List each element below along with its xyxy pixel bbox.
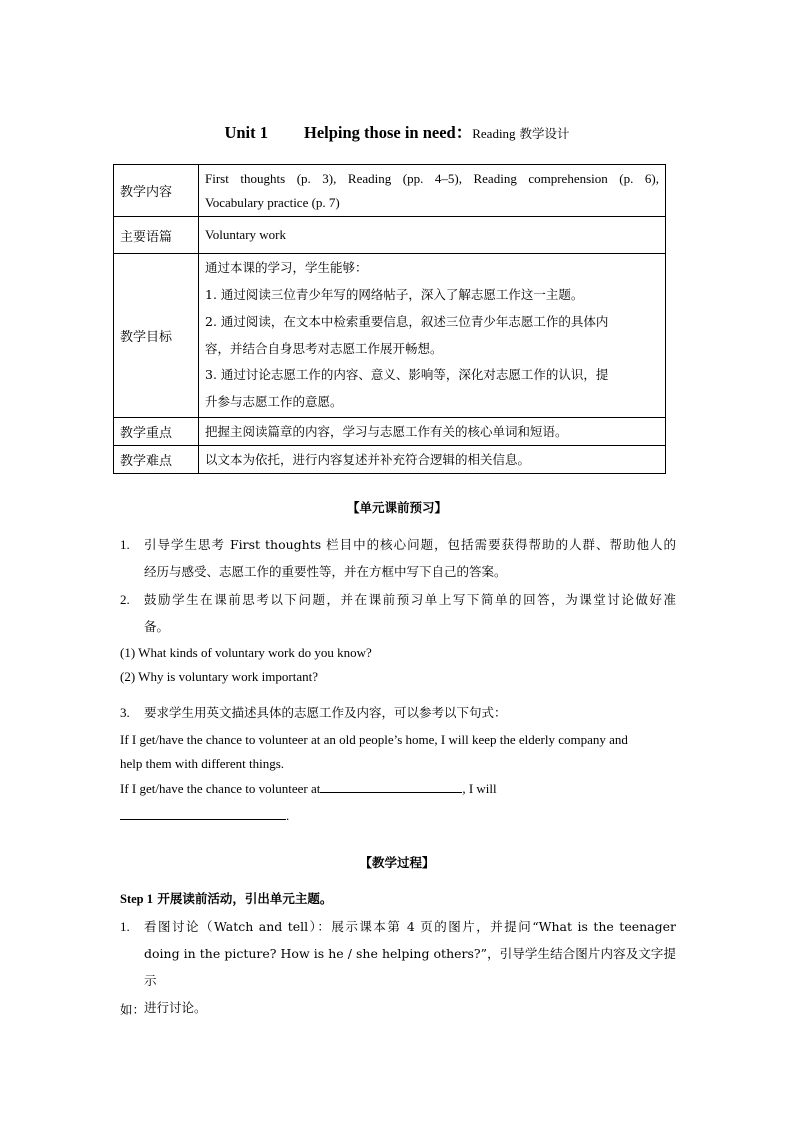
list-text: 鼓励学生在课前思考以下问题，并在课前预习单上写下简单的回答，为课堂讨论做好准 (144, 592, 676, 607)
sentence-pattern (120, 777, 497, 801)
list-number: 2. (120, 592, 130, 607)
pattern-end: . (286, 808, 290, 823)
row-label: 主要语篇 (114, 217, 199, 254)
row-value-line: 通过本课的学习，学生能够： (205, 260, 368, 276)
row-value-line: 升参与志愿工作的意愿。 (205, 394, 343, 410)
example-sentence-line: If I get/have the chance to volunteer at an old people’s home, I will keep the elderly company and (120, 732, 628, 747)
row-value-line: Vocabulary practice (p. 7) (205, 194, 340, 210)
row-value (199, 418, 666, 446)
step-label: Step 1 (120, 892, 153, 906)
row-value-line: 容，并结合自身思考对志愿工作展开畅想。 (205, 340, 443, 356)
row-value (199, 254, 666, 418)
table-row-text (114, 217, 666, 254)
list-text: 经历与感受、志愿工作的重要性等，并在方框中写下自己的答案。 (144, 564, 507, 579)
list-number: 3. (120, 705, 130, 720)
example-label: 如： (120, 1002, 146, 1017)
row-label: 教学内容 (114, 165, 199, 217)
step-1-heading (120, 885, 676, 913)
question-1: (1) What kinds of voluntary work do you know? (120, 645, 372, 660)
list-number: 1. (120, 919, 130, 934)
row-value-line: 以文本为依托，进行内容复述并补充符合逻辑的相关信息。 (205, 451, 531, 467)
list-text: 引导学生思考 First thoughts 栏目中的核心问题，包括需要获得帮助的人群、帮助他人的 (144, 537, 676, 552)
sentence-pattern-end (120, 804, 289, 828)
row-label: 教学目标 (114, 254, 199, 418)
row-label: 教学难点 (114, 446, 199, 474)
row-value-line: 把握主阅读篇章的内容，学习与志愿工作有关的核心单词和短语。 (205, 423, 568, 439)
fill-in-blank (120, 807, 286, 820)
example-sentence-line: help them with different things. (120, 756, 285, 771)
list-text: 要求学生用英文描述具体的志愿工作及内容，可以参考以下句式： (144, 705, 507, 720)
process-heading: 【教学过程】 (359, 855, 435, 870)
preview-item-3 (120, 699, 676, 726)
table-row-objectives (114, 254, 666, 418)
preview-item-2 (120, 586, 676, 640)
row-value-line: 2. 通过阅读，在文本中检索重要信息，叙述三位青少年志愿工作的具体内 (205, 313, 609, 329)
question-2: (2) Why is voluntary work important? (120, 669, 318, 684)
step-text: 开展读前活动，引出单元主题。 (153, 891, 333, 906)
row-label: 教学重点 (114, 418, 199, 446)
title-topic: Helping those in need (304, 123, 456, 142)
row-value-line: 3. 通过讨论志愿工作的内容、意义、影响等，深化对志愿工作的认识，提 (205, 367, 609, 383)
row-value-line: First thoughts (p. 3), Reading (pp. 4–5), Reading comprehension (p. 6), (205, 170, 659, 186)
list-text: doing in the picture? How is he / she helping others?”，引导学生结合图片内容及文字提示 (144, 946, 676, 988)
row-value-line: 1. 通过阅读三位青少年写的网络帖子，深入了解志愿工作这一主题。 (205, 286, 584, 302)
title-unit: Unit 1 (224, 123, 268, 142)
list-number: 1. (120, 537, 130, 552)
list-text: 备。 (144, 619, 170, 634)
row-value (199, 217, 666, 254)
table-row-difficulties (114, 446, 666, 474)
list-text: 进行讨论。 (144, 1000, 207, 1015)
row-value-line: Voluntary work (205, 227, 287, 242)
list-text: 看图讨论（Watch and tell）：展示课本第 4 页的图片，并提问“What is the teenager (144, 919, 676, 934)
fill-in-blank (320, 780, 462, 793)
pattern-text: , I will (462, 781, 497, 796)
lesson-plan-table (113, 164, 666, 474)
title-suffix-cn: 教学设计 (515, 126, 570, 141)
pattern-text: If I get/have the chance to volunteer at (120, 781, 321, 796)
document-title (0, 122, 794, 145)
preview-heading: 【单元课前预习】 (346, 500, 447, 515)
preview-item-1 (120, 531, 676, 585)
row-value (199, 446, 666, 474)
row-value (199, 165, 666, 217)
title-suffix-en: Reading (472, 126, 516, 141)
title-colon: ： (455, 123, 473, 142)
table-row-key-points (114, 418, 666, 446)
table-row-content (114, 165, 666, 217)
